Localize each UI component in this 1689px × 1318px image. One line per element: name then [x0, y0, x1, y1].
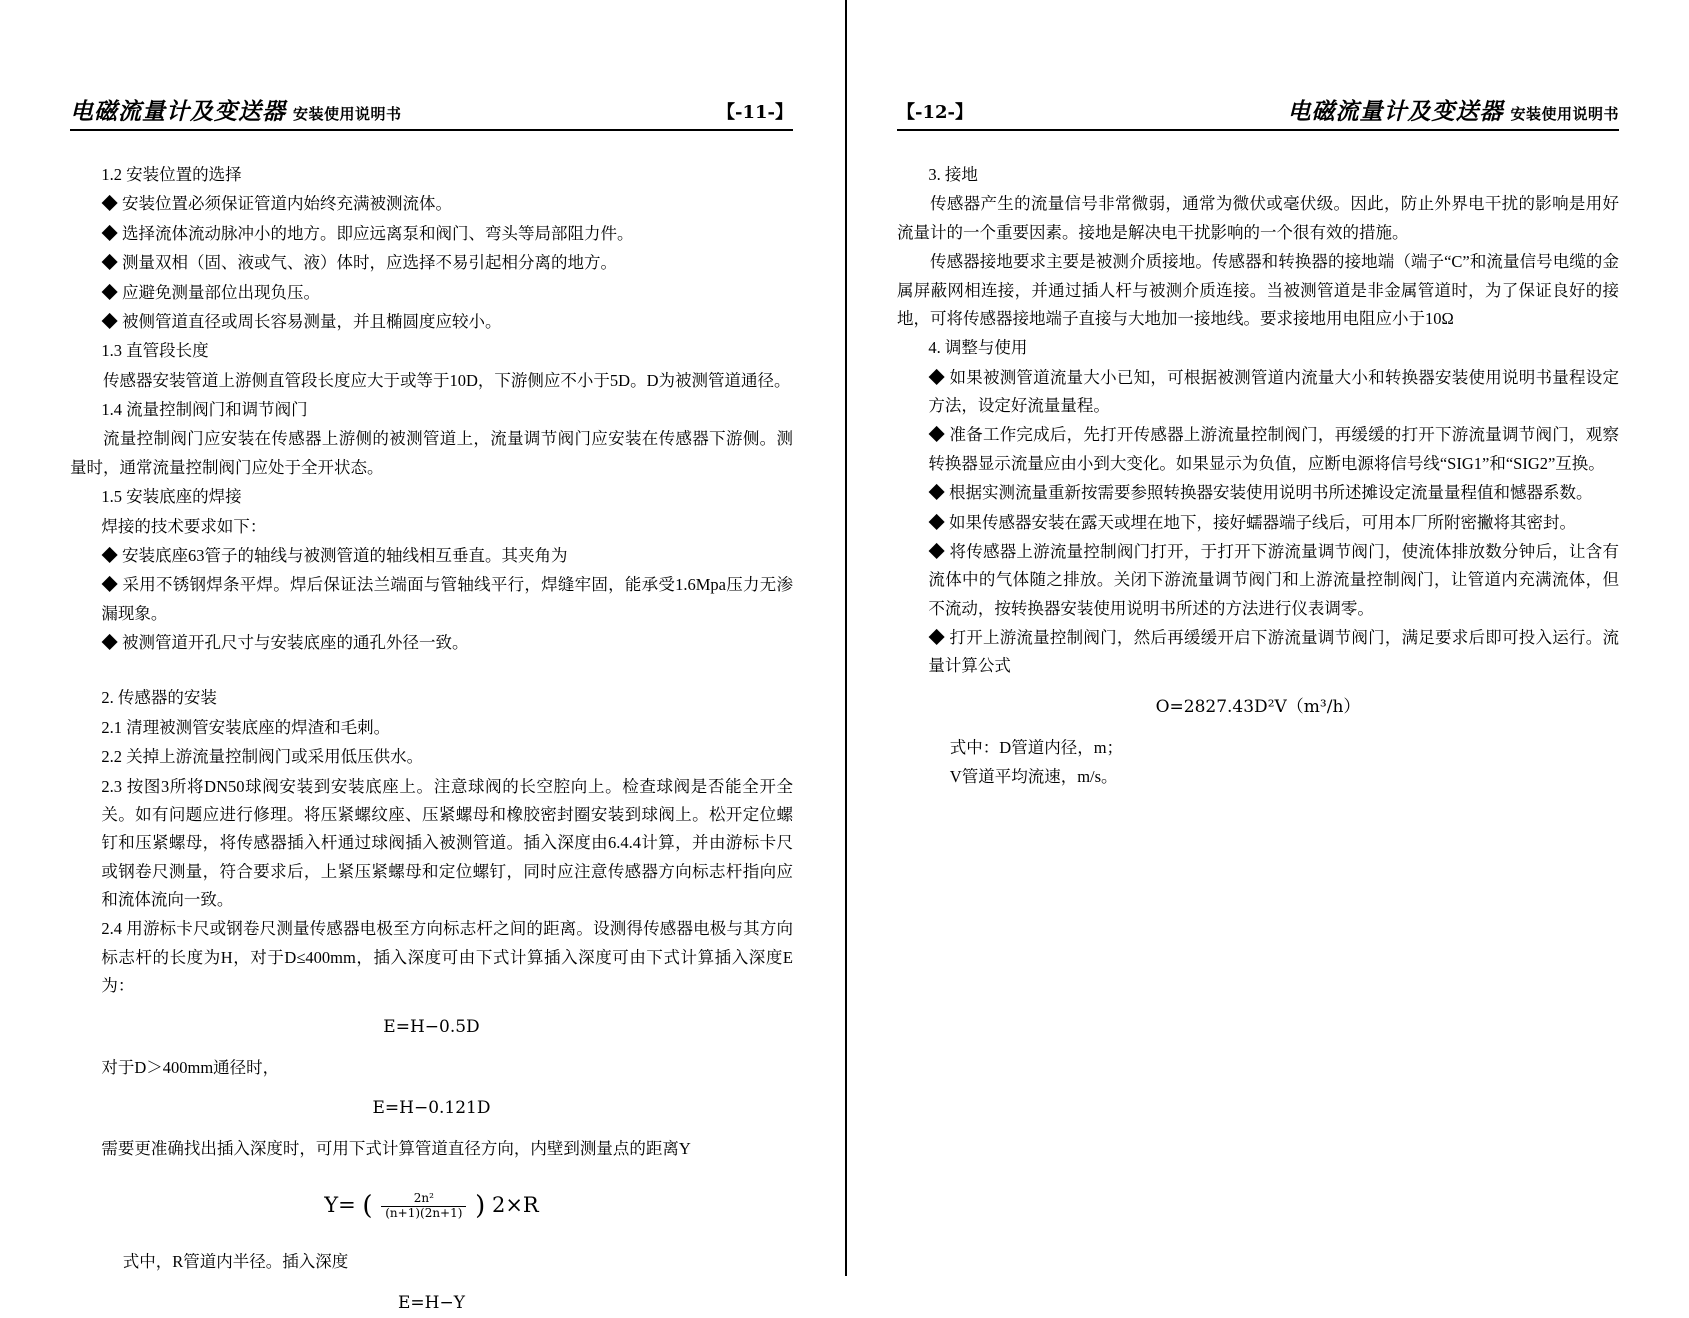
bullet-item: ◆ 准备工作完成后，先打开传感器上游流量控制阀门，再缓缓的打开下游流量调节阀门，观察转换器显示流量应由小到大变化。如果显示为负值，应断电源将信号线“SIG1”和“SIG2”互换。	[928, 425, 1619, 473]
legend-line: 式中：D管道内径，m；	[949, 737, 1124, 757]
header-rule-right	[897, 129, 1619, 131]
formula-flow-calc: O=2827.43D²V（m³/h）	[1155, 696, 1361, 717]
section-heading: 1.5 安装底座的焊接	[101, 487, 242, 507]
header-title: 电磁流量计及变送器	[70, 98, 286, 125]
section-heading: 1.2 安装位置的选择	[101, 165, 242, 184]
page-left	[0, 0, 845, 1313]
bullet-item: ◆ 安装底座63管子的轴线与被测管道的轴线相互垂直。其夹角为	[101, 545, 568, 565]
legend-line: V管道平均流速，m/s。	[949, 767, 1118, 787]
bullet-item: ◆ 将传感器上游流量控制阀门打开，于打开下游流量调节阀门，使流体排放数分钟后，让含有流体中的气体随之排放。关闭下游流量调节阀门和上游流量控制阀门，让管道内充满流体，但不流动，按转换器安装使用说明书所述的方法进行仪表调零。	[928, 541, 1619, 618]
formula-lhs: Y=	[324, 1192, 356, 1217]
formula-paren-close: )	[475, 1190, 486, 1221]
bullet-item: ◆ 打开上游流量控制阀门，然后再缓缓开启下游流量调节阀门，满足要求后即可投入运行。流量计算公式	[928, 628, 1619, 676]
bullet-item: ◆ 被侧管道直径或周长容易测量，并且椭圆度应较小。	[101, 311, 502, 331]
bullet-item: ◆ 如果被测管道流量大小已知，可根据被测管道内流量大小和转换器安装使用说明书量程设定方法，设定好流量量程。	[928, 367, 1619, 415]
bullet-item: ◆ 如果传感器安装在露天或埋在地下，接好蠕器端子线后，可用本厂所附密撇将其密封。	[928, 512, 1576, 532]
formula-note: 需要更准确找出插入深度时，可用下式计算管道直径方向，内壁到测量点的距离Y	[101, 1139, 691, 1159]
formula-e-half-d: E=H−0.5D	[383, 1016, 480, 1037]
formula-tail: 2×R	[491, 1192, 539, 1217]
formula-note: 式中，R管道内半径。插入深度	[122, 1252, 349, 1272]
bullet-item: ◆ 被测管道开孔尺寸与安装底座的通孔外径一致。	[101, 633, 469, 652]
page-number-right: 【-12-】	[897, 102, 973, 123]
page-left-body	[70, 161, 793, 1318]
formula-note: 对于D＞400mm通径时，	[101, 1057, 280, 1077]
paragraph: 传感器接地要求主要是被测介质接地。传感器和转换器的接地端（端子“C”和流量信号电缆的金属屏蔽网相连接，并通过插人杆与被测介质连接。当被测管道是非金属管道时，为了保证良好的接地，可将传感器接地端子直接与大地加一接地线。要求接地用电阻应小于10Ω	[897, 252, 1619, 328]
fraction-denominator: (n+1)(2n+1)	[385, 1205, 463, 1220]
section-heading: 2.1 清理被测管安装底座的焊渣和毛刺。	[101, 717, 391, 737]
section-heading: 3. 接地	[928, 165, 978, 184]
header-rule-left	[70, 129, 793, 131]
formula-e-h-y: E=H−Y	[398, 1292, 465, 1313]
page-number-left: 【-11-】	[717, 102, 793, 123]
bullet-item: ◆ 采用不锈钢焊条平焊。焊后保证法兰端面与管轴线平行，焊缝牢固，能承受1.6Mpa压力无渗漏现象。	[101, 575, 793, 623]
section-heading: 4. 调整与使用	[928, 338, 1028, 358]
formula-e-0121d: E=H−0.121D	[372, 1098, 491, 1119]
paragraph: 流量控制阀门应安装在传感器上游侧的被测管道上，流量调节阀门应安装在传感器下游侧。测量时，通常流量控制阀门应处于全开状态。	[70, 429, 793, 477]
formula-fraction	[381, 1192, 466, 1221]
section-heading: 2. 传感器的安装	[101, 688, 217, 708]
header-subtitle: 安装使用说明书	[1510, 105, 1619, 123]
section-heading: 1.4 流量控制阀门和调节阀门	[101, 400, 308, 419]
section-heading: 焊接的技术要求如下：	[101, 516, 267, 536]
fraction-numerator: 2n²	[381, 1192, 466, 1207]
paragraph: 传感器安装管道上游侧直管段长度应大于或等于10D，下游侧应不小于5D。D为被测管道通径。	[103, 370, 791, 390]
section-heading: 1.3 直管段长度	[101, 341, 209, 361]
bullet-item: ◆ 安装位置必须保证管道内始终充满被测流体。	[101, 194, 452, 214]
paragraph-gap	[70, 658, 793, 684]
header-subtitle: 安装使用说明书	[293, 105, 402, 123]
bullet-item: ◆ 应避免测量部位出现负压。	[101, 282, 320, 302]
bullet-item: ◆ 根据实测流量重新按需要参照转换器安装使用说明书所述摊设定流量量程值和憾器系数。	[928, 483, 1593, 503]
formula-paren-open: (	[362, 1190, 373, 1221]
formula-y-fraction	[70, 1184, 793, 1229]
page-right-body	[897, 161, 1619, 792]
page-left-header	[70, 92, 793, 126]
page-right	[845, 0, 1689, 1276]
paragraph: 2.3 按图3所将DN50球阀安装到安装底座上。注意球阀的长空腔向上。检查球阀是否能全开全关。如有问题应进行修理。将压紧螺纹座、压紧螺母和橡胶密封圈安装到球阀上。松开定位螺钉和压紧螺母，将传感器插入杆通过球阀插入被测管道。插入深度由6.4.4计算，并由游标卡尺或钢卷尺测量，符合要求后，上紧压紧螺母和定位螺钉，同时应注意传感器方向标志杆指向应和流体流向一致。	[101, 776, 793, 909]
paragraph: 传感器产生的流量信号非常微弱，通常为微伏或毫伏级。因此，防止外界电干扰的影响是用好流量计的一个重要因素。接地是解决电干扰影响的一个很有效的措施。	[897, 194, 1619, 242]
section-heading: 2.2 关掉上游流量控制阀门或采用低压供水。	[101, 747, 424, 767]
bullet-item: ◆ 选择流体流动脉冲小的地方。即应远离泵和阀门、弯头等局部阻力件。	[101, 223, 634, 243]
paragraph: 2.4 用游标卡尺或钢卷尺测量传感器电极至方向标志杆之间的距离。设测得传感器电极与其方向标志杆的长度为H，对于D≤400mm，插入深度可由下式计算插入深度可由下式计算插入深度E为：	[101, 919, 793, 996]
header-title: 电磁流量计及变送器	[1287, 98, 1504, 125]
bullet-item: ◆ 测量双相（固、液或气、液）体时，应选择不易引起相分离的地方。	[101, 253, 617, 273]
page-right-header	[897, 92, 1619, 126]
